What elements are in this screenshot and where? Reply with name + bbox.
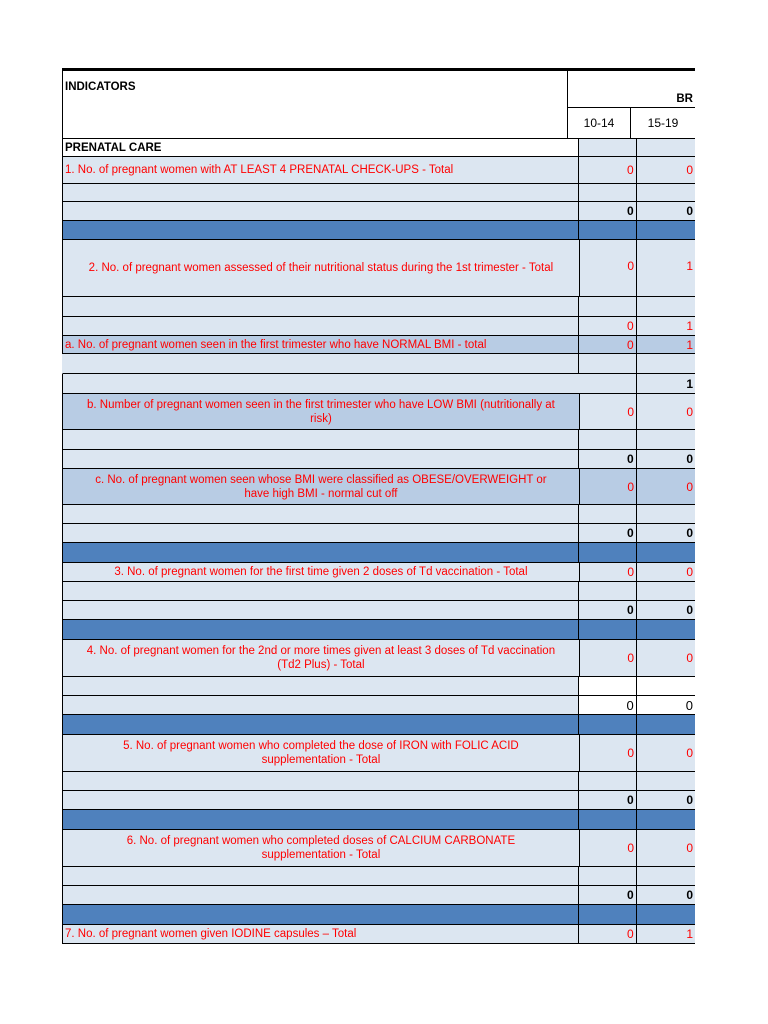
cell-15-19: 0	[637, 601, 695, 620]
cell-15-19: 0	[637, 450, 695, 469]
cell-15-19: 0	[637, 524, 695, 543]
cell-15-19	[637, 297, 695, 317]
section-title: PRENATAL CARE	[62, 139, 579, 157]
cell-15-19: 1	[637, 925, 695, 944]
indicator-label	[62, 886, 579, 905]
cell-15-19: 0	[637, 157, 695, 184]
table-row	[62, 336, 695, 354]
cell-10-14: 0	[579, 601, 636, 620]
indicator-label: 2. No. of pregnant women assessed of their nutritional status during the 1st trimester - Total	[62, 240, 580, 297]
cell-10-14	[579, 139, 636, 157]
indicator-label	[62, 810, 579, 830]
cell-15-19	[637, 505, 695, 524]
cell-15-19: 1	[637, 317, 695, 336]
cell-10-14	[579, 867, 636, 886]
group-header: BR	[568, 71, 695, 108]
cell-15-19	[637, 354, 695, 374]
cell-15-19	[637, 184, 695, 202]
table-row-divider	[62, 221, 695, 240]
table-row	[62, 354, 695, 374]
cell-10-14: 0	[579, 791, 636, 810]
cell-15-19	[637, 772, 695, 791]
indicator-label	[62, 354, 579, 374]
cell-15-19: 0	[637, 791, 695, 810]
indicators-header: INDICATORS	[62, 71, 568, 139]
cell-10-14: 0	[580, 735, 637, 772]
table-row	[62, 735, 695, 772]
indicator-label	[62, 430, 579, 450]
cell-15-19	[637, 620, 695, 640]
table-row	[62, 450, 695, 469]
indicator-label: 5. No. of pregnant women who completed the dose of IRON with FOLIC ACID supplementation - Total	[62, 735, 580, 772]
indicator-label	[62, 715, 579, 735]
table-row-divider	[62, 810, 695, 830]
table-row	[62, 563, 695, 582]
indicator-label	[62, 297, 579, 317]
table-row	[62, 240, 695, 297]
cell-10-14	[579, 582, 636, 601]
cell-10-14	[579, 620, 636, 640]
indicator-label	[62, 867, 579, 886]
cell-10-14	[579, 221, 636, 240]
cell-15-19	[637, 867, 695, 886]
table-row	[62, 394, 695, 430]
cell-15-19: 0	[637, 469, 695, 505]
cell-10-14: 0	[580, 240, 637, 297]
indicator-label	[62, 677, 579, 696]
indicator-label	[62, 601, 579, 620]
table-row	[62, 374, 695, 394]
cell-10-14	[579, 430, 636, 450]
table-row	[62, 297, 695, 317]
table-row	[62, 469, 695, 505]
table-row	[62, 505, 695, 524]
table-row	[62, 184, 695, 202]
indicator-label	[62, 505, 579, 524]
cell-15-19: 0	[637, 563, 695, 582]
cell-15-19: 1	[637, 240, 695, 297]
table-row	[62, 791, 695, 810]
table-row	[62, 830, 695, 867]
table-header	[62, 71, 695, 139]
indicator-label	[62, 202, 579, 221]
age-10-14-header: 10-14	[568, 108, 631, 139]
indicator-label	[62, 905, 579, 925]
cell-10-14: 0	[579, 925, 636, 944]
indicator-table	[62, 139, 695, 944]
cell-10-14: 0	[580, 640, 637, 677]
cell-10-14: 0	[579, 886, 636, 905]
table-row-divider	[62, 715, 695, 735]
cell-10-14: 0	[580, 563, 637, 582]
cell-10-14: 0	[579, 696, 636, 715]
table-row	[62, 157, 695, 184]
cell-15-19: 0	[637, 735, 695, 772]
cell-10-14: 0	[579, 524, 636, 543]
cell-15-19	[637, 221, 695, 240]
cell-10-14	[579, 715, 636, 735]
indicator-label	[62, 543, 579, 563]
table-row	[62, 582, 695, 601]
indicator-label: 6. No. of pregnant women who completed doses of CALCIUM CARBONATE supplementation - Total	[62, 830, 580, 867]
indicator-label	[62, 696, 579, 715]
table-row-divider	[62, 620, 695, 640]
indicator-label: a. No. of pregnant women seen in the first trimester who have NORMAL BMI - total	[62, 336, 579, 354]
table-row	[62, 772, 695, 791]
cell-15-19: 0	[637, 394, 695, 430]
cell-10-14: 0	[580, 469, 637, 505]
cell-15-19: 0	[637, 830, 695, 867]
table-row	[62, 886, 695, 905]
cell-10-14	[579, 354, 636, 374]
cell-15-19: 1	[637, 374, 695, 394]
cell-10-14	[579, 810, 636, 830]
cell-10-14	[579, 184, 636, 202]
indicator-label: 1. No. of pregnant women with AT LEAST 4 PRENATAL CHECK-UPS - Total	[62, 157, 579, 184]
cell-15-19	[637, 139, 695, 157]
table-row	[62, 677, 695, 696]
indicator-label	[62, 221, 579, 240]
table-row	[62, 696, 695, 715]
cell-10-14	[579, 772, 636, 791]
cell-10-14: 0	[579, 202, 636, 221]
cell-15-19	[637, 810, 695, 830]
cell-10-14: 0	[580, 830, 637, 867]
cell-10-14	[579, 543, 636, 563]
cell-15-19	[637, 905, 695, 925]
indicator-label: 3. No. of pregnant women for the first time given 2 doses of Td vaccination - Total	[62, 563, 580, 582]
indicator-label: b. Number of pregnant women seen in the first trimester who have LOW BMI (nutritionally at risk)	[62, 394, 580, 430]
cell-10-14	[579, 505, 636, 524]
table-row	[62, 430, 695, 450]
table-row-divider	[62, 543, 695, 563]
indicator-label	[62, 620, 579, 640]
indicator-label	[62, 791, 579, 810]
cell-10-14: 0	[580, 394, 637, 430]
age-15-19-header: 15-19	[631, 108, 695, 139]
cell-10-14	[579, 677, 636, 696]
cell-10-14: 0	[579, 336, 636, 354]
cell-15-19: 1	[637, 336, 695, 354]
table-row	[62, 601, 695, 620]
indicator-label	[62, 524, 579, 543]
cell-10-14	[579, 905, 636, 925]
cell-15-19	[637, 582, 695, 601]
cell-10-14: 0	[579, 317, 636, 336]
table-row	[62, 524, 695, 543]
table-row	[62, 867, 695, 886]
indicator-label	[62, 450, 579, 469]
table-row-section	[62, 139, 695, 157]
indicator-label: 4. No. of pregnant women for the 2nd or more times given at least 3 doses of Td vaccination (Td2 Plus) - Total	[62, 640, 580, 677]
cell-15-19	[637, 715, 695, 735]
table-row-divider	[62, 905, 695, 925]
indicator-label: 7. No. of pregnant women given IODINE capsules – Total	[62, 925, 579, 944]
cell-15-19	[637, 430, 695, 450]
indicator-label	[62, 582, 579, 601]
cell-15-19: 0	[637, 640, 695, 677]
table-row	[62, 640, 695, 677]
cell-15-19	[637, 543, 695, 563]
table-row	[62, 317, 695, 336]
indicator-label	[62, 317, 579, 336]
cell-10-14: 0	[579, 157, 636, 184]
cell-10-14: 0	[579, 450, 636, 469]
indicator-label	[62, 374, 637, 394]
indicator-label: c. No. of pregnant women seen whose BMI were classified as OBESE/OVERWEIGHT or have high BMI - normal cut off	[62, 469, 580, 505]
indicator-label	[62, 772, 579, 791]
cell-10-14	[579, 297, 636, 317]
cell-15-19: 0	[637, 202, 695, 221]
table-row	[62, 202, 695, 221]
cell-15-19: 0	[637, 696, 695, 715]
indicator-label	[62, 184, 579, 202]
table-row	[62, 925, 695, 944]
cell-15-19: 0	[637, 886, 695, 905]
cell-15-19	[637, 677, 695, 696]
